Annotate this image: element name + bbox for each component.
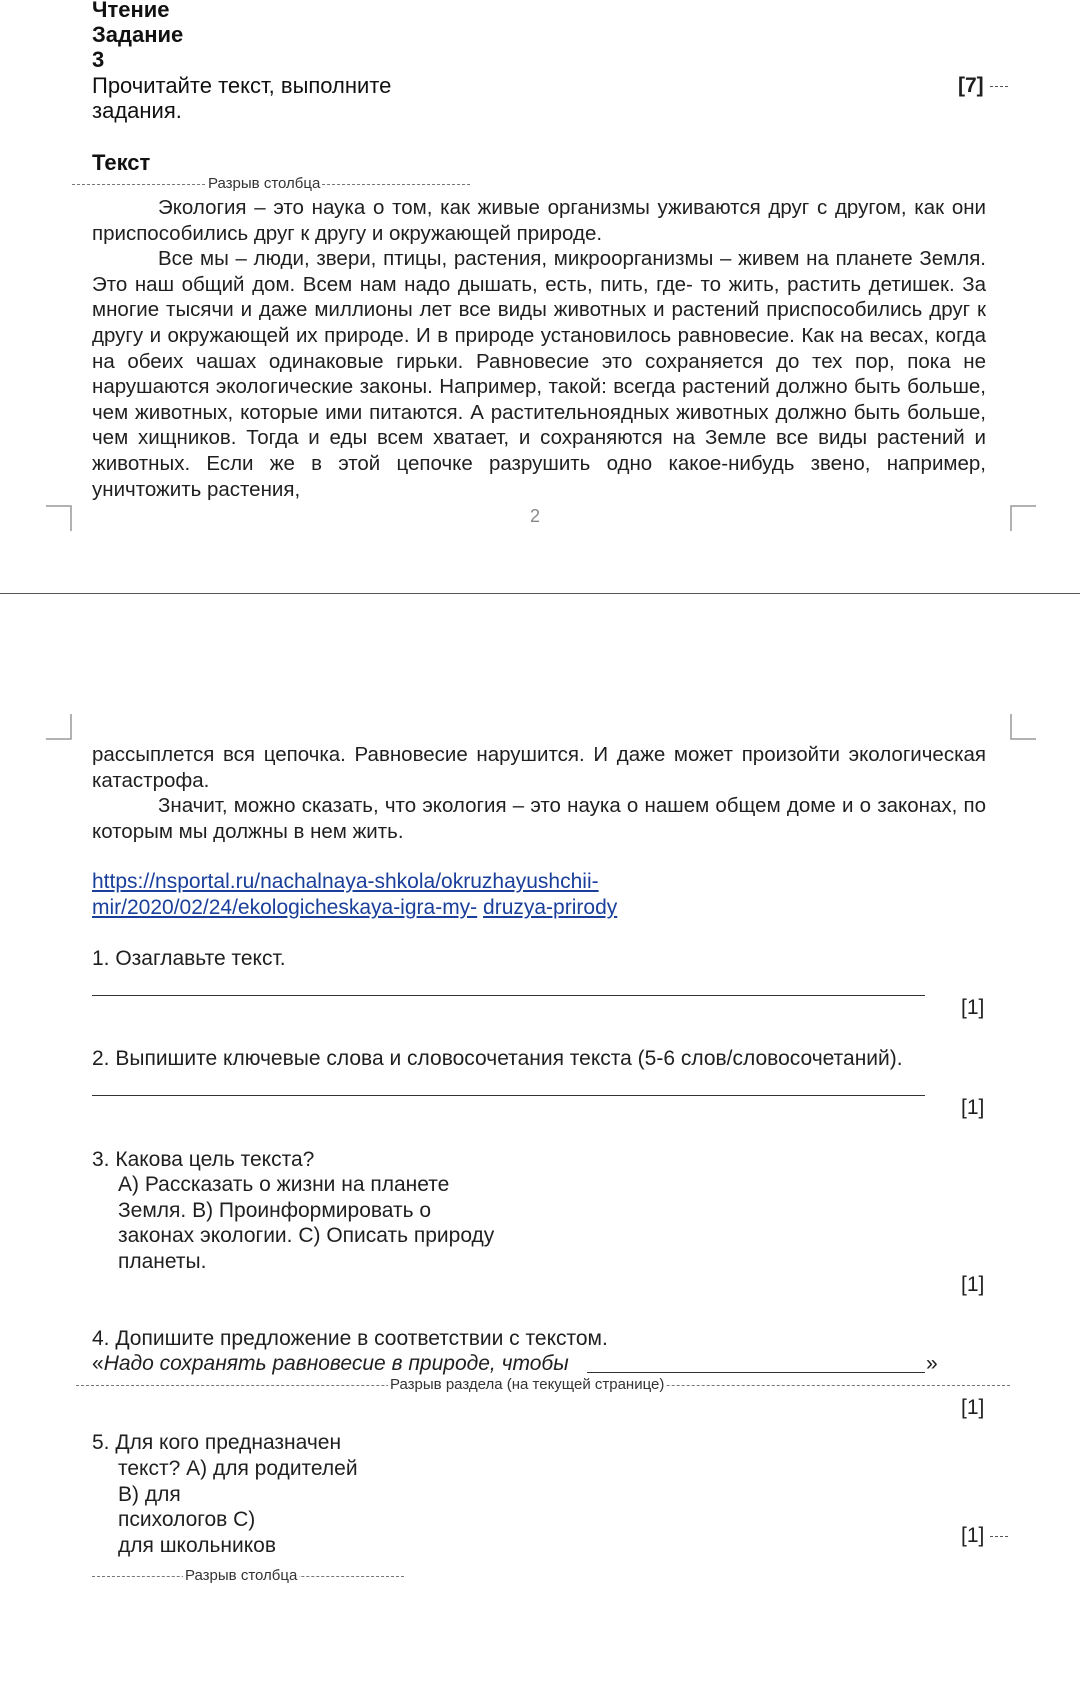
tab-dots — [990, 86, 1008, 87]
instruction-line-2: задания. — [92, 98, 182, 123]
question-4: 4. Допишите предложение в соответствии с текстом. — [92, 1327, 608, 1350]
column-break-label: Разрыв столбца — [208, 175, 321, 192]
page-number: 2 — [530, 506, 541, 526]
page-corner-mark-bottom-right — [1010, 505, 1036, 531]
page-corner-mark-top-right — [1010, 714, 1036, 740]
source-link-line-2b[interactable]: druzya-prirody — [483, 896, 618, 919]
text-body-part1 — [92, 195, 986, 502]
text-heading: Текст — [92, 150, 151, 175]
question-1-score: [1] — [961, 996, 985, 1019]
question-2-score: [1] — [961, 1096, 985, 1119]
tab-dots-q5 — [990, 1536, 1008, 1537]
question-3-option-line-1: А) Рассказать о жизни на планете — [118, 1173, 450, 1196]
task-number: 3 — [92, 47, 105, 72]
question-2: 2. Выпишите ключевые слова и словосочетания текста (5-6 слов/словосочетаний). — [92, 1047, 903, 1070]
task-label: Задание — [92, 22, 184, 47]
page-separator — [0, 593, 1080, 594]
page-corner-mark-bottom-left — [46, 505, 72, 531]
source-link[interactable] — [92, 869, 617, 921]
question-3-option-line-4: планеты. — [118, 1250, 207, 1273]
section-title: Чтение — [92, 0, 170, 22]
question-5-option-line-2: В) для — [118, 1483, 181, 1506]
question-4-open-quote: « — [92, 1352, 104, 1375]
page-corner-mark-top-left — [46, 714, 72, 740]
question-4-sentence — [92, 1351, 569, 1377]
answer-line-2[interactable] — [92, 1095, 925, 1096]
text-body-part2 — [92, 742, 986, 844]
question-5-option-line-1: текст? А) для родителей — [118, 1457, 358, 1480]
column-break-label-2: Разрыв столбца — [185, 1567, 298, 1584]
question-5-option-line-3: психологов С) — [118, 1508, 256, 1531]
text-paragraph-3: Значит, можно сказать, что экология – это наука о нашем общем доме и о законах, по которым мы должны в нем жить. — [92, 794, 986, 843]
total-score: [7] — [958, 74, 1008, 98]
answer-line-4[interactable] — [587, 1372, 925, 1373]
question-3-option-line-2: Земля. В) Проинформировать о — [118, 1199, 432, 1222]
text-paragraph-2: Все мы – люди, звери, птицы, растения, микроорганизмы – живем на планете Земля. Это наш общий дом. Всем нам надо дышать, есть, пить, где- то жить, растить детишек. За многие тысячи и даже миллионы лет все виды животных и растений приспособились друг к другу и окружающей их природе. И в природе установилось равновесие. Как на весах, когда на обеих чашах одинаковые гирьки. Равновесие это сохраняется до тех пор, пока не нарушаются экологические законы. Например, такой: всегда растений должно быть больше, чем животных, которые ими питаются. А растительноядных животных должно быть больше, чем хищников. Тогда и еды всем хватает, и сохраняются на Земле все виды растений и животных. Если же в этой цепочке разрушить одно какое-нибудь звено, например, уничтожить растения, — [92, 247, 986, 501]
answer-line-1[interactable] — [92, 995, 925, 996]
question-4-score: [1] — [961, 1396, 985, 1419]
question-3-score: [1] — [961, 1273, 985, 1296]
question-5: 5. Для кого предназначен — [92, 1431, 342, 1454]
section-break-label: Разрыв раздела (на текущей странице) — [390, 1376, 665, 1393]
question-3: 3. Какова цель текста? — [92, 1148, 315, 1171]
source-link-line-2a[interactable]: mir/2020/02/24/ekologicheskaya-igra-my- — [92, 896, 478, 919]
text-paragraph-1: Экология – это наука о том, как живые организмы уживаются друг с другом, как они приспособились друг к другу и окружающей природе. — [92, 196, 986, 245]
question-5-score: [1] — [961, 1524, 1008, 1548]
question-3-option-line-3: законах экологии. С) Описать природу — [118, 1224, 495, 1247]
question-5-option-line-4: для школьников — [118, 1534, 276, 1557]
question-1: 1. Озаглавьте текст. — [92, 947, 286, 970]
source-link-line-1[interactable]: https://nsportal.ru/nachalnaya-shkola/okruzhayushchii- — [92, 870, 599, 893]
instruction-line-1: Прочитайте текст, выполните — [92, 73, 392, 98]
question-4-close-quote: » — [926, 1352, 938, 1375]
text-paragraph-2-continued: рассыплется вся цепочка. Равновесие нарушится. И даже может произойти экологическая катастрофа. — [92, 743, 986, 792]
question-4-sentence-text: Надо сохранять равновесие в природе, чтобы — [103, 1352, 569, 1375]
